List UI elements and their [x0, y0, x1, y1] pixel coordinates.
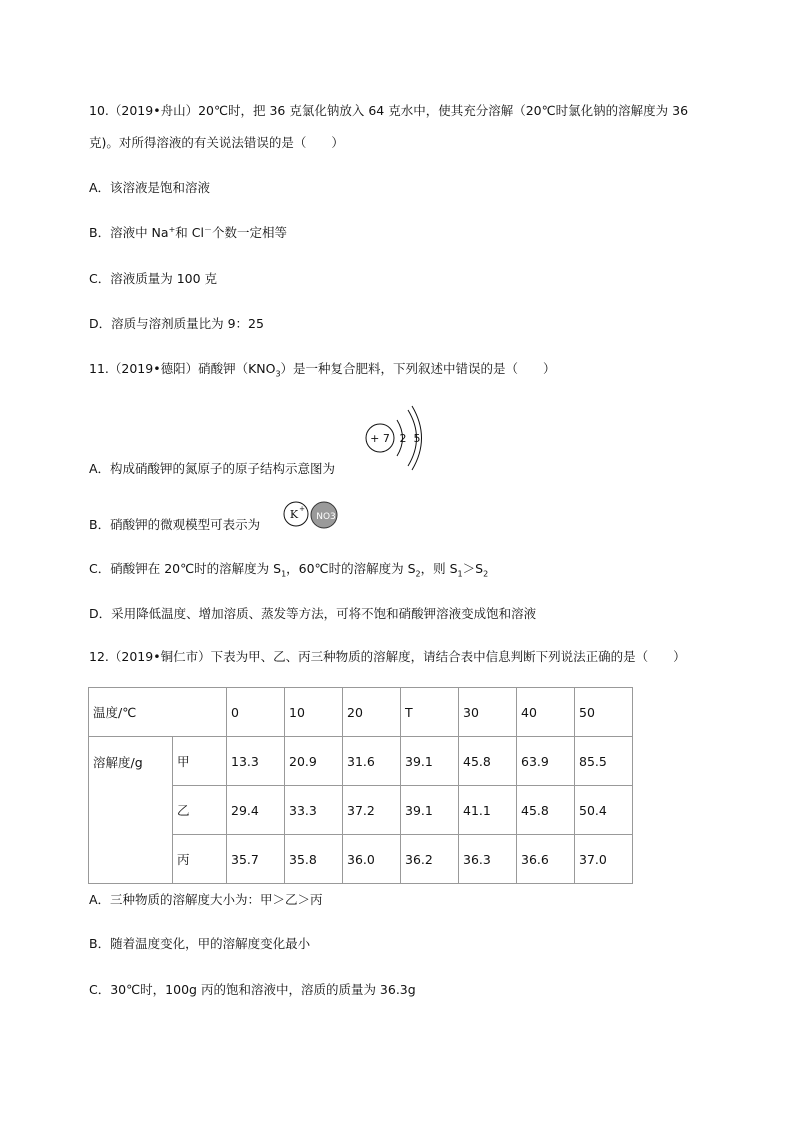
table-cell: 37.2: [343, 786, 401, 835]
substance-name: 丙: [173, 835, 227, 884]
q10-option-b-text2: 和 Cl: [175, 225, 204, 240]
table-cell: 35.7: [227, 835, 285, 884]
table-header-row: [89, 688, 633, 737]
q10-stem-line2: 克)。对所得溶液的有关说法错误的是（ ）: [89, 135, 344, 150]
solubility-header: 溶解度/g: [89, 737, 173, 884]
table-cell: 45.8: [517, 786, 575, 835]
q11-option-c: [89, 560, 488, 578]
table-cell: 41.1: [459, 786, 517, 835]
q10-option-b-text1: B．溶液中 Na: [89, 225, 169, 240]
temp-cell: 40: [517, 688, 575, 737]
table-cell: 63.9: [517, 737, 575, 786]
table-cell: 85.5: [575, 737, 633, 786]
q10-option-d: D．溶质与溶剂质量比为 9：25: [89, 316, 264, 331]
temp-cell: 50: [575, 688, 633, 737]
table-cell: 36.2: [401, 835, 459, 884]
table-cell: 13.3: [227, 737, 285, 786]
table-cell: 20.9: [285, 737, 343, 786]
table-cell: 36.0: [343, 835, 401, 884]
shell1-electrons: 2: [399, 432, 407, 445]
table-cell: 36.6: [517, 835, 575, 884]
q11-stem-sub: 3: [275, 369, 281, 379]
q12-option-b: B．随着温度变化，甲的溶解度变化最小: [89, 936, 311, 951]
nitrogen-atom-structure-diagram: [363, 398, 433, 474]
q10-option-c: C．溶液质量为 100 克: [89, 271, 218, 286]
temp-header: 温度/℃: [89, 688, 227, 737]
table-cell: 39.1: [401, 786, 459, 835]
table-cell: 45.8: [459, 737, 517, 786]
q10-option-b-text3: 个数一定相等: [211, 225, 287, 240]
q11-stem: [89, 360, 556, 378]
shell2-electrons: 5: [413, 432, 421, 445]
substance-name: 甲: [173, 737, 227, 786]
q11-option-b: B．硝酸钾的微观模型可表示为: [89, 517, 261, 532]
q11-option-c-text1: C．硝酸钾在 20℃时的溶解度为 S: [89, 561, 282, 576]
table-cell: 39.1: [401, 737, 459, 786]
q11-option-a: A．构成硝酸钾的氮原子的原子结构示意图为: [89, 461, 336, 476]
table-cell: 50.4: [575, 786, 633, 835]
nucleus-charge: + 7: [370, 432, 390, 445]
table-row: [89, 737, 633, 786]
q11-option-c-sub1: 1: [281, 569, 287, 579]
q11-option-c-text2: ，60℃时的溶解度为 S: [286, 561, 416, 576]
q10-option-b-sup1: +: [168, 224, 176, 234]
substance-name: 乙: [173, 786, 227, 835]
potassium-charge: +: [299, 505, 305, 513]
q10-option-a: A．该溶液是饱和溶液: [89, 180, 211, 195]
q10-stem-line1: 10.（2019•舟山）20℃时，把 36 克氯化钠放入 64 克水中，使其充分溶解（20℃时氯化钠的溶解度为 36: [89, 103, 689, 118]
potassium-nitrate-ion-model: [280, 500, 342, 530]
q12-stem: 12.（2019•铜仁市）下表为甲、乙、丙三种物质的溶解度，请结合表中信息判断下列说法正确的是（ ）: [89, 649, 686, 664]
table-cell: 36.3: [459, 835, 517, 884]
table-cell: 33.3: [285, 786, 343, 835]
q11-stem-text1: 11.（2019•德阳）硝酸钾（KNO: [89, 361, 276, 376]
q11-stem-text2: ）是一种复合肥料，下列叙述中错误的是（ ）: [280, 361, 556, 376]
potassium-symbol: K: [289, 508, 299, 521]
q11-option-c-sub2: 2: [415, 569, 421, 579]
q11-option-c-sub4: 2: [483, 569, 489, 579]
table-cell: 29.4: [227, 786, 285, 835]
table-cell: 31.6: [343, 737, 401, 786]
q11-option-d: D．采用降低温度、增加溶质、蒸发等方法，可将不饱和硝酸钾溶液变成饱和溶液: [89, 606, 537, 621]
temp-cell: 30: [459, 688, 517, 737]
temp-cell: 10: [285, 688, 343, 737]
temp-cell: T: [401, 688, 459, 737]
q11-option-c-text4: ＞S: [462, 561, 484, 576]
table-cell: 37.0: [575, 835, 633, 884]
q12-option-a: A．三种物质的溶解度大小为：甲＞乙＞丙: [89, 892, 323, 907]
q12-option-c: C．30℃时，100g 丙的饱和溶液中，溶质的质量为 36.3g: [89, 982, 416, 997]
nitrate-symbol: NO3: [316, 512, 336, 522]
solubility-table: [88, 687, 633, 884]
q11-option-c-sub3: 1: [457, 569, 463, 579]
temp-cell: 20: [343, 688, 401, 737]
table-cell: 35.8: [285, 835, 343, 884]
q11-option-c-text3: ，则 S: [420, 561, 458, 576]
temp-cell: 0: [227, 688, 285, 737]
q10-option-b-sup2: －: [203, 224, 212, 234]
q10-option-b: [89, 224, 287, 242]
